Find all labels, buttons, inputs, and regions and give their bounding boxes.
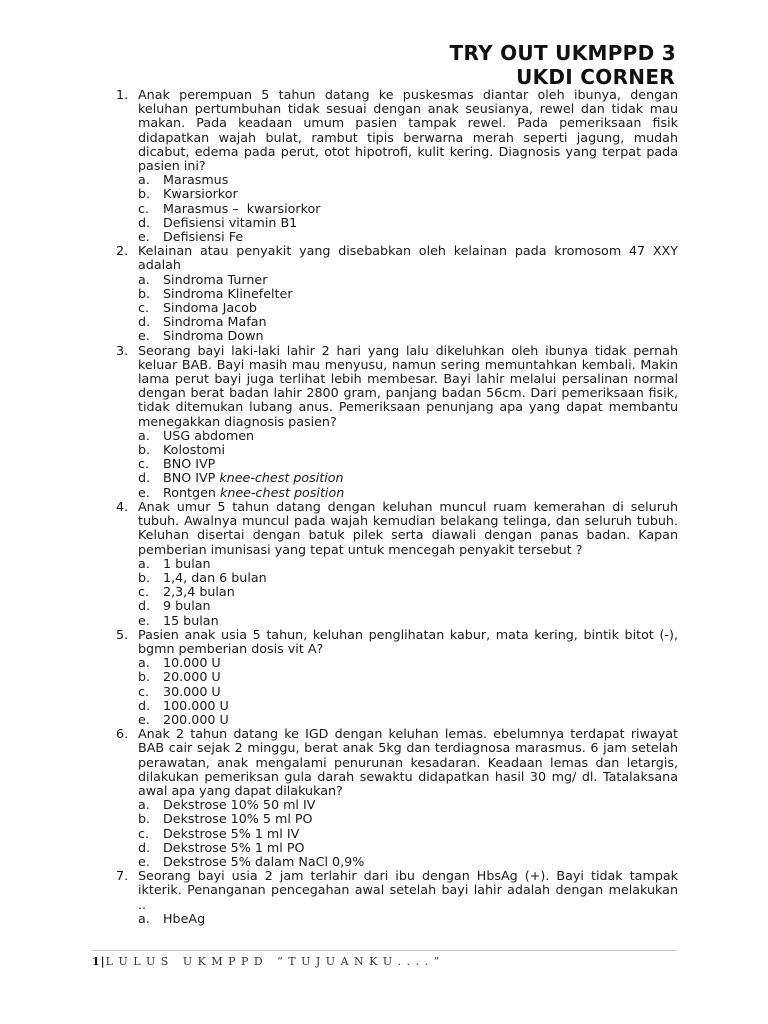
answer-option bbox=[138, 429, 678, 443]
option-letter: e. bbox=[138, 484, 150, 500]
document-subtitle: UKDI CORNER bbox=[516, 65, 675, 89]
option-letter: c. bbox=[138, 825, 150, 841]
option-italic-term: knee-chest position bbox=[219, 470, 344, 486]
answer-option bbox=[138, 173, 678, 187]
option-letter: b. bbox=[138, 569, 151, 585]
answer-option bbox=[138, 841, 678, 855]
option-text: 9 bulan bbox=[163, 598, 211, 614]
option-text: Sindroma Mafan bbox=[163, 314, 267, 330]
option-letter: b. bbox=[138, 669, 151, 685]
answer-option bbox=[138, 699, 678, 713]
question-number: 1. bbox=[116, 87, 129, 102]
option-text: Sindroma Klinefelter bbox=[163, 285, 293, 301]
option-text: Marasmus – kwarsiorkor bbox=[163, 200, 321, 216]
option-letter: d. bbox=[138, 214, 151, 230]
answer-option bbox=[138, 202, 678, 216]
option-text: 30.000 U bbox=[163, 683, 221, 699]
answer-option bbox=[138, 187, 678, 201]
option-text: BNO IVP bbox=[163, 456, 216, 472]
option-text: 100.000 U bbox=[163, 697, 229, 713]
option-letter: b. bbox=[138, 811, 151, 827]
option-text: 2,3,4 bulan bbox=[163, 584, 235, 600]
option-letter: c. bbox=[138, 683, 150, 699]
option-letter: e. bbox=[138, 229, 150, 245]
option-letter: b. bbox=[138, 442, 151, 458]
option-text: Dekstrose 10% 50 ml IV bbox=[163, 797, 316, 813]
option-letter: e. bbox=[138, 328, 150, 344]
question-text: Pasien anak usia 5 tahun, keluhan penglihatan kabur, mata kering, bintik bitot (-), bgmn pemberian dosis vit A? bbox=[138, 626, 678, 656]
page-number: 1 bbox=[92, 955, 101, 968]
option-text: Sindroma Down bbox=[163, 328, 264, 344]
option-text: Rontgen bbox=[163, 484, 220, 500]
option-text: Dekstrose 10% 5 ml PO bbox=[163, 811, 313, 827]
option-letter: a. bbox=[138, 910, 150, 926]
option-letter: c. bbox=[138, 456, 150, 472]
option-letter: a. bbox=[138, 427, 150, 443]
answer-option bbox=[138, 273, 678, 287]
question-item bbox=[116, 344, 678, 500]
option-letter: c. bbox=[138, 584, 150, 600]
answer-option bbox=[138, 301, 678, 315]
option-letter: e. bbox=[138, 711, 150, 727]
option-letter: d. bbox=[138, 314, 151, 330]
option-text: Kwarsiorkor bbox=[163, 186, 238, 202]
option-text: USG abdomen bbox=[163, 427, 255, 443]
answer-option bbox=[138, 486, 678, 500]
answer-option bbox=[138, 557, 678, 571]
option-text: Marasmus bbox=[163, 172, 229, 188]
answer-option bbox=[138, 912, 678, 926]
answer-option bbox=[138, 685, 678, 699]
answer-option bbox=[138, 230, 678, 244]
option-text: Defisiensi vitamin B1 bbox=[163, 214, 298, 230]
question-item bbox=[116, 500, 678, 628]
answer-option bbox=[138, 315, 678, 329]
option-text: 1,4, dan 6 bulan bbox=[163, 569, 267, 585]
option-text: 200.000 U bbox=[163, 711, 229, 727]
option-letter: a. bbox=[138, 555, 150, 571]
answer-option bbox=[138, 656, 678, 670]
page-footer bbox=[92, 955, 440, 968]
question-number: 3. bbox=[116, 342, 129, 358]
document-title: TRY OUT UKMPPD 3 bbox=[449, 41, 676, 65]
option-letter: c. bbox=[138, 200, 150, 216]
option-letter: a. bbox=[138, 271, 150, 287]
option-text: Sindroma Turner bbox=[163, 271, 268, 287]
option-text: 20.000 U bbox=[163, 669, 221, 685]
question-item bbox=[116, 88, 678, 244]
option-text: Dekstrose 5% 1 ml IV bbox=[163, 825, 300, 841]
question-text: Anak umur 5 tahun datang dengan keluhan muncul ruam kemerahan di seluruh tubuh. Awalnya muncul pada wajah kemudian belakang telinga, dan seluruh tubuh. Keluhan disertai dengan batuk pilek serta diawali dengan panas badan. Kapan pemberian imunisasi yang tepat untuk mencegah penyakit tersebut ? bbox=[138, 498, 678, 557]
question-number: 2. bbox=[116, 243, 129, 259]
answer-option bbox=[138, 585, 678, 599]
answer-option bbox=[138, 287, 678, 301]
question-number: 4. bbox=[116, 498, 129, 514]
option-letter: a. bbox=[138, 172, 150, 188]
answer-option bbox=[138, 827, 678, 841]
option-text: HbeAg bbox=[163, 910, 206, 926]
option-letter: d. bbox=[138, 697, 151, 713]
option-text: Dekstrose 5% 1 ml PO bbox=[163, 839, 305, 855]
answer-option bbox=[138, 216, 678, 230]
option-letter: e. bbox=[138, 612, 150, 628]
option-text: BNO IVP bbox=[163, 470, 220, 486]
option-text: 1 bulan bbox=[163, 555, 211, 571]
answer-option bbox=[138, 670, 678, 684]
question-text: Kelainan atau penyakit yang disebabkan oleh kelainan pada kromosom 47 XXY adalah bbox=[138, 243, 678, 273]
answer-option bbox=[138, 855, 678, 869]
option-letter: a. bbox=[138, 655, 150, 671]
answer-option bbox=[138, 713, 678, 727]
option-letter: b. bbox=[138, 285, 151, 301]
answer-option bbox=[138, 599, 678, 613]
question-number: 6. bbox=[116, 726, 129, 742]
answer-option bbox=[138, 471, 678, 485]
option-text: Dekstrose 5% dalam NaCl 0,9% bbox=[163, 853, 365, 869]
option-italic-term: knee-chest position bbox=[219, 484, 345, 500]
option-letter: b. bbox=[138, 186, 151, 202]
option-text: Kolostomi bbox=[163, 442, 225, 458]
option-letter: d. bbox=[138, 598, 151, 614]
question-item bbox=[116, 869, 678, 926]
answer-option bbox=[138, 798, 678, 812]
footer-divider bbox=[92, 950, 677, 951]
option-text: 10.000 U bbox=[163, 655, 221, 671]
question-item bbox=[116, 628, 678, 727]
question-number: 5. bbox=[116, 626, 129, 642]
option-letter: d. bbox=[138, 839, 151, 855]
question-item bbox=[116, 244, 678, 343]
option-letter: e. bbox=[138, 853, 150, 869]
answer-option bbox=[138, 457, 678, 471]
option-letter: d. bbox=[138, 470, 151, 486]
question-number: 7. bbox=[116, 868, 129, 884]
option-letter: c. bbox=[138, 300, 150, 316]
answer-option bbox=[138, 571, 678, 585]
answer-option bbox=[138, 443, 678, 457]
footer-separator: | bbox=[100, 955, 106, 968]
option-text: 15 bulan bbox=[163, 612, 219, 628]
footer-tagline: L U L U S U K M P P D “ T U J U A N K U . . . . ” bbox=[105, 955, 441, 968]
answer-option bbox=[138, 614, 678, 628]
question-text: Anak perempuan 5 tahun datang ke puskesmas diantar oleh ibunya, dengan keluhan pertumbuhan tidak sesuai dengan anak seusianya, rewel dan tidak mau makan. Pada keadaan umum pasien tampak rewel. Pada pemeriksaan fisik didapatkan wajah bulat, rambut tipis berwarna merah seperti jagung, mudah dicabut, edema pada perut, otot hipotrofi, kulit kering. Diagnosis yang terpat pada pasien ini? bbox=[138, 87, 678, 174]
question-item bbox=[116, 727, 678, 869]
option-letter: a. bbox=[138, 797, 150, 813]
question-list bbox=[116, 88, 678, 926]
question-text: Anak 2 tahun datang ke IGD dengan keluhan lemas. ebelumnya terdapat riwayat BAB cair sejak 2 minggu, berat anak 5kg dan terdiagnosa marasmus. 6 jam setelah perawatan, anak mengalami penurunan kesadaran. Keadaan lemas dan letargis, dilakukan pemeriksan gula darah sewaktu didapatkan hasil 30 mg/ dl. Tatalaksana awal apa yang dapat dilakukan? bbox=[138, 726, 678, 798]
option-text: Defisiensi Fe bbox=[163, 229, 244, 245]
answer-option bbox=[138, 812, 678, 826]
question-text: Seorang bayi laki-laki lahir 2 hari yang lalu dikeluhkan oleh ibunya tidak pernah keluar BAB. Bayi masih mau menyusu, namun sering memuntahkan kembali. Makin lama perut bayi juga terlihat lebih membesar. Bayi lahir melalui persalinan normal dengan berat badan lahir 2800 gram, panjang badan 56cm. Dari pemeriksaan fisik, tidak ditemukan lubang anus. Pemeriksaan penunjang apa yang dapat membantu menegakkan diagnosis pasien? bbox=[138, 342, 678, 429]
option-text: Sindoma Jacob bbox=[163, 300, 257, 316]
answer-option bbox=[138, 329, 678, 343]
question-text: Seorang bayi usia 2 jam terlahir dari ibu dengan HbsAg (+). Bayi tidak tampak ikterik. Penanganan pencegahan awal setelah bayi lahir adalah dengan melakukan .. bbox=[138, 868, 678, 912]
